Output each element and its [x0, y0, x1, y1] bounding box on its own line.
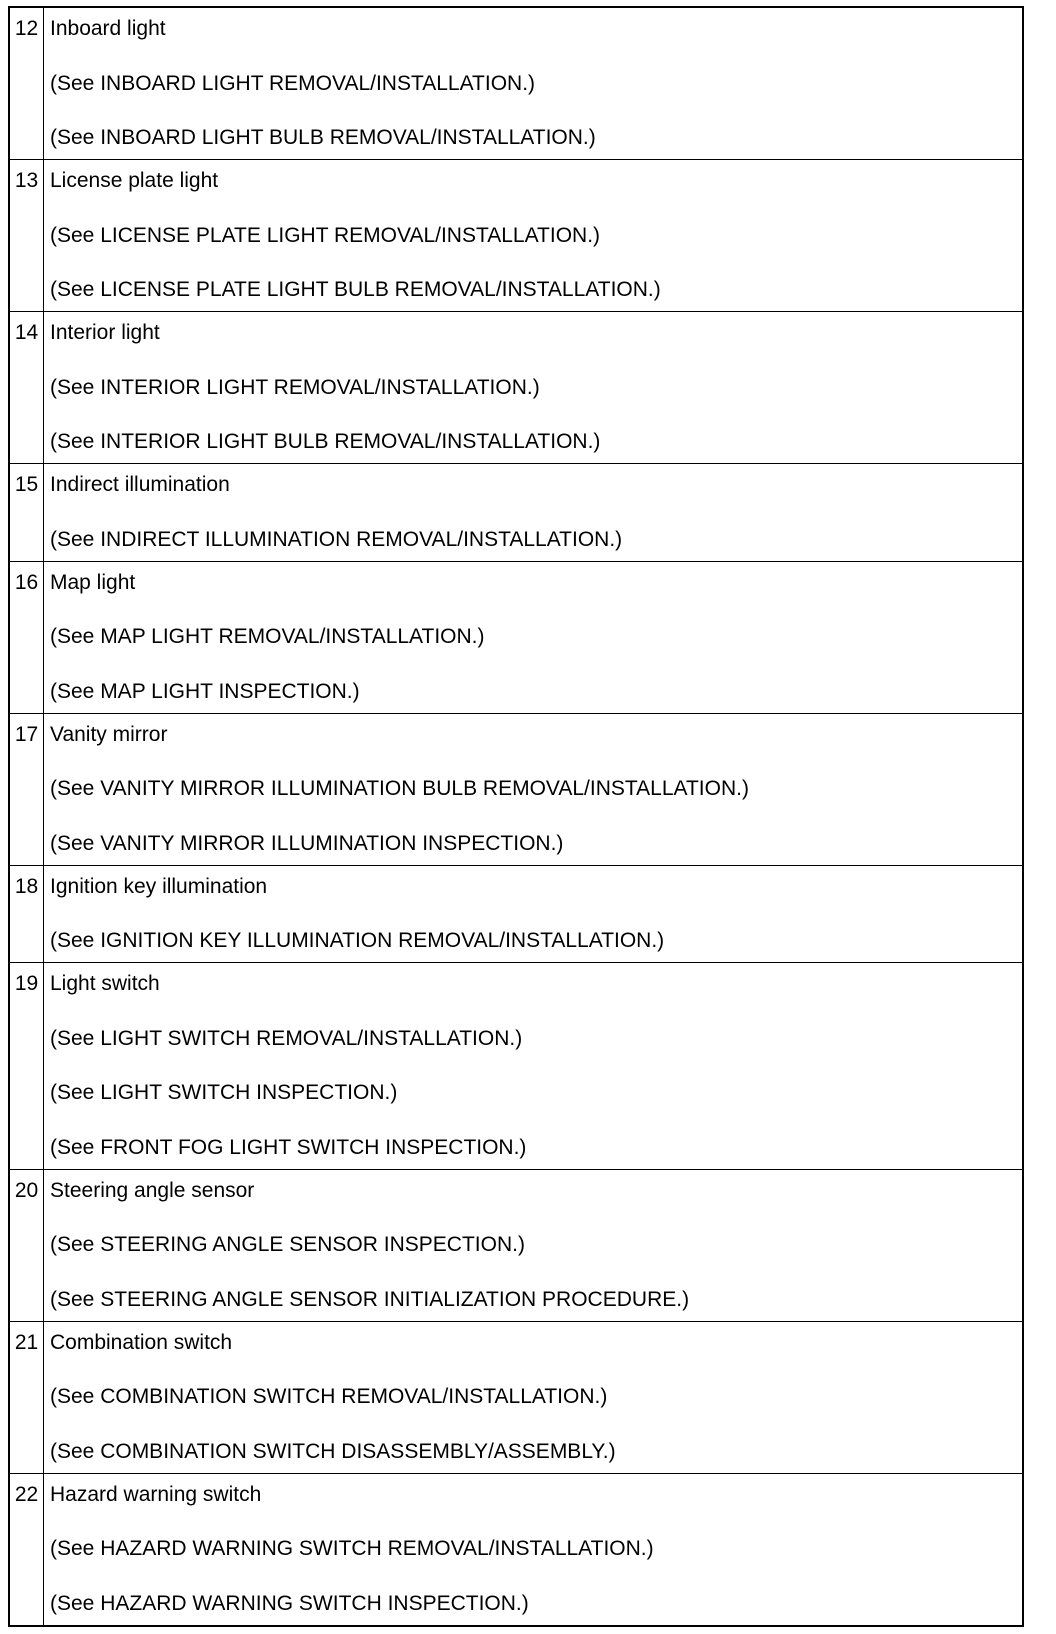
- item-content: [44, 1322, 1022, 1473]
- item-content: [44, 312, 1022, 463]
- reference-link[interactable]: (See MAP LIGHT REMOVAL/INSTALLATION.): [50, 625, 485, 648]
- reference-link[interactable]: (See INDIRECT ILLUMINATION REMOVAL/INSTALLATION.): [50, 527, 623, 551]
- item-content: [44, 714, 1022, 865]
- reference-link[interactable]: (See FRONT FOG LIGHT SWITCH INSPECTION.): [50, 1135, 527, 1159]
- reference-link[interactable]: (See INTERIOR LIGHT REMOVAL/INSTALLATION.): [50, 375, 540, 399]
- item-content: [44, 963, 1022, 1169]
- reference-link[interactable]: (See INTERIOR LIGHT BULB REMOVAL/INSTALLATION.): [50, 430, 601, 453]
- table-row: [10, 463, 1022, 561]
- item-title: Combination switch: [50, 1330, 233, 1354]
- item-title: Interior light: [50, 321, 160, 344]
- item-number: 13: [10, 160, 44, 311]
- item-content: [44, 1474, 1022, 1625]
- reference-link[interactable]: (See MAP LIGHT INSPECTION.): [50, 679, 360, 703]
- item-title: Light switch: [50, 972, 160, 995]
- item-number: 20: [10, 1170, 44, 1321]
- reference-link[interactable]: (See STEERING ANGLE SENSOR INITIALIZATION PROCEDURE.): [50, 1287, 690, 1311]
- reference-link[interactable]: (See HAZARD WARNING SWITCH INSPECTION.): [50, 1591, 529, 1615]
- item-title: Hazard warning switch: [50, 1482, 262, 1506]
- table-row: [10, 8, 1022, 159]
- table-row: [10, 1321, 1022, 1473]
- component-table: [8, 6, 1024, 1627]
- item-number: 19: [10, 963, 44, 1169]
- item-content: [44, 160, 1022, 311]
- item-number: 21: [10, 1322, 44, 1473]
- table-row: [10, 159, 1022, 311]
- table-row: [10, 962, 1022, 1169]
- item-title: Inboard light: [50, 17, 166, 40]
- item-number: 18: [10, 866, 44, 963]
- item-content: [44, 866, 1022, 963]
- table-row: [10, 865, 1022, 963]
- reference-link[interactable]: (See INBOARD LIGHT REMOVAL/INSTALLATION.): [50, 71, 536, 95]
- reference-link[interactable]: (See VANITY MIRROR ILLUMINATION BULB REMOVAL/INSTALLATION.): [50, 777, 749, 800]
- reference-link[interactable]: (See VANITY MIRROR ILLUMINATION INSPECTION.): [50, 831, 564, 855]
- item-content: [44, 8, 1022, 159]
- reference-link[interactable]: (See HAZARD WARNING SWITCH REMOVAL/INSTALLATION.): [50, 1537, 654, 1560]
- reference-link[interactable]: (See LIGHT SWITCH REMOVAL/INSTALLATION.): [50, 1026, 523, 1050]
- table-row: [10, 1473, 1022, 1625]
- table-row: [10, 713, 1022, 865]
- item-number: 17: [10, 714, 44, 865]
- item-number: 22: [10, 1474, 44, 1625]
- reference-link[interactable]: (See IGNITION KEY ILLUMINATION REMOVAL/INSTALLATION.): [50, 929, 665, 952]
- reference-link[interactable]: (See LIGHT SWITCH INSPECTION.): [50, 1081, 398, 1104]
- reference-link[interactable]: (See LICENSE PLATE LIGHT BULB REMOVAL/INSTALLATION.): [50, 278, 661, 301]
- item-number: 12: [10, 8, 44, 159]
- table-row: [10, 311, 1022, 463]
- reference-link[interactable]: (See LICENSE PLATE LIGHT REMOVAL/INSTALLATION.): [50, 223, 601, 247]
- item-number: 14: [10, 312, 44, 463]
- reference-link[interactable]: (See STEERING ANGLE SENSOR INSPECTION.): [50, 1233, 525, 1256]
- item-content: [44, 1170, 1022, 1321]
- item-content: [44, 562, 1022, 713]
- reference-link[interactable]: (See COMBINATION SWITCH DISASSEMBLY/ASSEMBLY.): [50, 1439, 616, 1463]
- item-number: 15: [10, 464, 44, 561]
- item-title: License plate light: [50, 169, 219, 192]
- table-row: [10, 561, 1022, 713]
- item-title: Vanity mirror: [50, 722, 168, 746]
- item-number: 16: [10, 562, 44, 713]
- item-title: Steering angle sensor: [50, 1178, 255, 1202]
- reference-link[interactable]: (See COMBINATION SWITCH REMOVAL/INSTALLATION.): [50, 1385, 608, 1408]
- item-title: Map light: [50, 570, 136, 594]
- item-content: [44, 464, 1022, 561]
- reference-link[interactable]: (See INBOARD LIGHT BULB REMOVAL/INSTALLATION.): [50, 126, 596, 149]
- item-title: Ignition key illumination: [50, 874, 268, 898]
- table-row: [10, 1169, 1022, 1321]
- item-title: Indirect illumination: [50, 473, 230, 496]
